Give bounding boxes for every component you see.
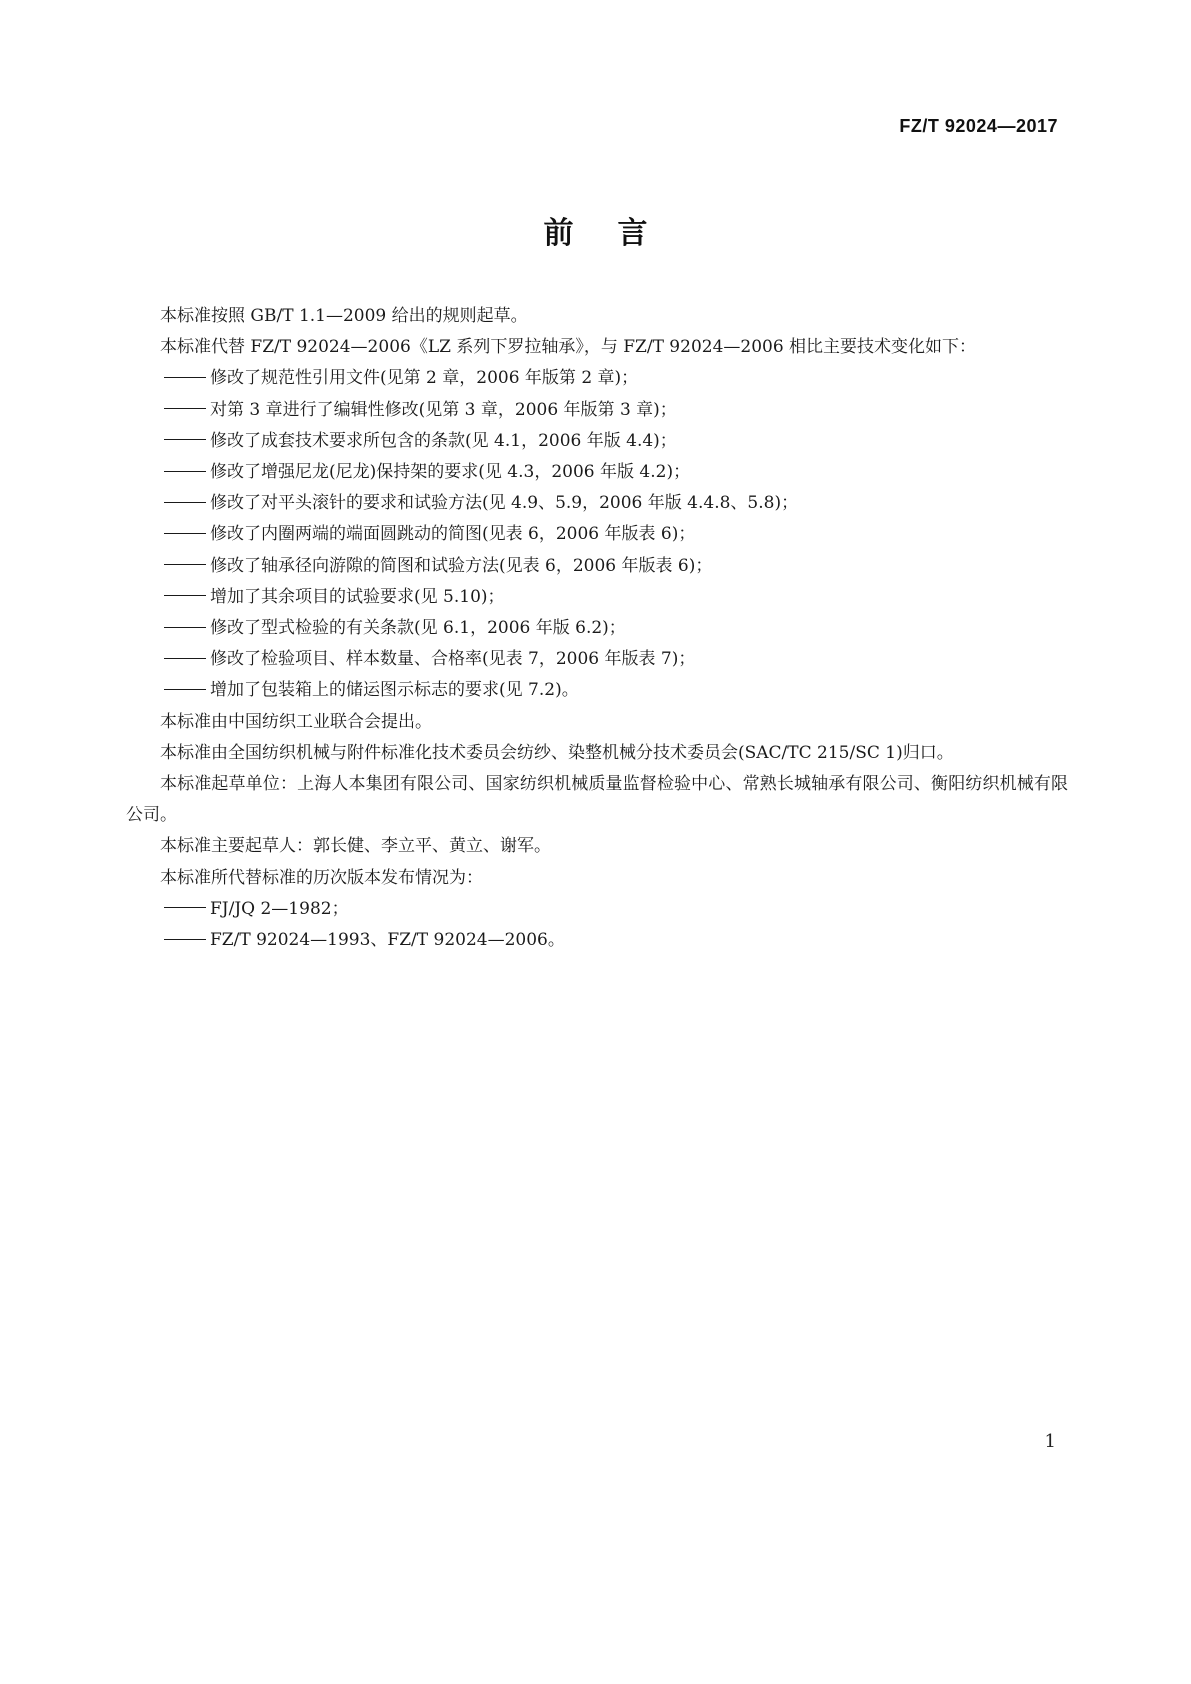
paragraph-committee: 本标准由全国纺织机械与附件标准化技术委员会纺纱、染整机械分技术委员会(SAC/TC 215/SC 1)归口。 (160, 742, 954, 763)
page-title: 前言 (543, 216, 692, 251)
change-item: 修改了轴承径向游隙的简图和试验方法(见表 6，2006 年版表 6)； (126, 551, 1068, 582)
paragraph-proposer: 本标准由中国纺织工业联合会提出。 (160, 711, 432, 732)
change-item: 修改了内圈两端的端面圆跳动的简图(见表 6，2006 年版表 6)； (126, 519, 1068, 550)
paragraph-drafting-units: 本标准起草单位：上海人本集团有限公司、国家纺织机械质量监督检验中心、常熟长城轴承有限公司、衡阳纺织机械有限公司。 (126, 774, 1068, 826)
change-item: 修改了型式检验的有关条款(见 6.1，2006 年版 6.2)； (126, 613, 1068, 644)
header-standard-code: FZ/T 92024—2017 (899, 116, 1058, 136)
dash-marker (160, 930, 210, 947)
history-item: FJ/JQ 2—1982； (126, 894, 1068, 925)
paragraph-drafting-rules: 本标准按照 GB/T 1.1—2009 给出的规则起草。 (160, 306, 528, 326)
change-list (126, 363, 1068, 706)
history-item: FZ/T 92024—1993、FZ/T 92024—2006。 (126, 925, 1068, 956)
dash-marker (160, 587, 210, 604)
change-item: 修改了成套技术要求所包含的条款(见 4.1，2006 年版 4.4)； (126, 426, 1068, 457)
dash-marker (160, 431, 210, 448)
foreword-body (126, 301, 1068, 956)
change-item: 修改了对平头滚针的要求和试验方法(见 4.9、5.9，2006 年版 4.4.8、5.8)； (126, 488, 1068, 519)
change-item: 修改了规范性引用文件(见第 2 章，2006 年版第 2 章)； (126, 363, 1068, 394)
page-number: 1 (1044, 1431, 1056, 1452)
paragraph-replacement: 本标准代替 FZ/T 92024—2006《LZ 系列下罗拉轴承》，与 FZ/T 92024—2006 相比主要技术变化如下： (160, 337, 977, 358)
paragraph-history-intro: 本标准所代替标准的历次版本发布情况为： (160, 867, 483, 888)
dash-marker (160, 618, 210, 635)
dash-marker (160, 680, 210, 697)
history-list (126, 894, 1068, 956)
dash-marker (160, 649, 210, 666)
change-item: 增加了包装箱上的储运图示标志的要求(见 7.2)。 (126, 675, 1068, 706)
dash-marker (160, 556, 210, 573)
dash-marker (160, 493, 210, 510)
dash-marker (160, 899, 210, 916)
dash-marker (160, 462, 210, 479)
change-item: 对第 3 章进行了编辑性修改(见第 3 章，2006 年版第 3 章)； (126, 395, 1068, 426)
dash-marker (160, 368, 210, 385)
paragraph-drafters: 本标准主要起草人：郭长健、李立平、黄立、谢军。 (160, 836, 551, 857)
change-item: 修改了检验项目、样本数量、合格率(见表 7，2006 年版表 7)； (126, 644, 1068, 675)
change-item: 修改了增强尼龙(尼龙)保持架的要求(见 4.3，2006 年版 4.2)； (126, 457, 1068, 488)
dash-marker (160, 400, 210, 417)
change-item: 增加了其余项目的试验要求(见 5.10)； (126, 582, 1068, 613)
dash-marker (160, 524, 210, 541)
